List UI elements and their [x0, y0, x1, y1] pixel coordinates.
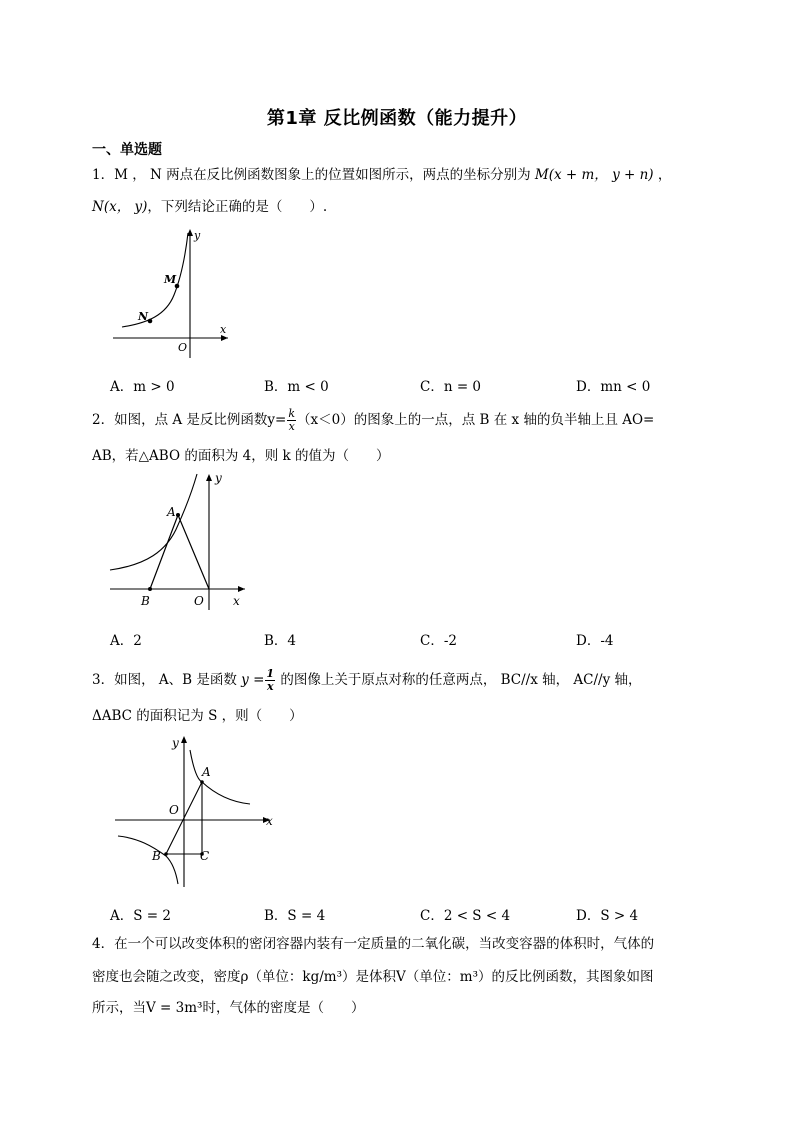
- frac-numerator: 1: [266, 667, 275, 680]
- y-axis-arrow: [181, 736, 187, 743]
- coordinate-m: M(x + m， y + n): [534, 167, 654, 183]
- label-o: O: [169, 803, 179, 817]
- coordinate-n: N(x， y): [92, 199, 148, 215]
- curve: [122, 233, 188, 327]
- point-a: [200, 780, 204, 784]
- curve-branch-3: [118, 836, 178, 884]
- q3-option-a[interactable]: A．S = 2: [110, 908, 171, 924]
- question-4-line-1: [92, 934, 654, 954]
- q1-option-d[interactable]: D．mn < 0: [576, 379, 651, 395]
- label-a: A: [202, 765, 211, 779]
- label-a: A: [167, 505, 176, 519]
- fraction-1-over-x: [265, 668, 275, 693]
- question-number: 1．: [92, 167, 115, 183]
- frac-denominator: x: [288, 420, 295, 433]
- question-3-line-2: ΔABC 的面积记为 S ，则（ ）: [92, 708, 303, 724]
- question-4-line-2: 密度也会随之改变，密度ρ（单位：kg/m³）是体积V（单位：m³）的反比例函数，其图象如图: [92, 969, 654, 985]
- question-number: 3．: [92, 672, 115, 688]
- question-1-line-2: [92, 197, 327, 217]
- figure-q2: [105, 470, 255, 615]
- curve: [110, 474, 197, 570]
- point-a: [176, 513, 180, 517]
- question-4-line-3: 所示，当V = 3m³时，气体的密度是（ ）: [92, 1000, 365, 1016]
- label-o: O: [178, 341, 188, 354]
- q3-option-c[interactable]: C．2 < S < 4: [420, 908, 511, 924]
- question-2-line-1: [92, 408, 654, 433]
- fraction-k-over-x: [287, 408, 296, 433]
- q3-option-b[interactable]: B．S = 4: [264, 908, 326, 924]
- label-b: B: [141, 594, 150, 608]
- label-x: x: [220, 323, 227, 336]
- page-title: 第1章 反比例函数（能力提升）: [266, 108, 528, 129]
- x-axis-arrow: [238, 586, 245, 592]
- label-b: B: [152, 849, 161, 863]
- frac-denominator: x: [266, 680, 274, 693]
- figure-q3: [110, 732, 280, 890]
- curve-branch-1: [190, 750, 250, 804]
- question-text: ，下列结论正确的是（ ）.: [147, 199, 328, 215]
- question-3-line-1: [92, 668, 642, 693]
- label-o: O: [194, 594, 204, 608]
- label-m: M: [164, 273, 177, 286]
- separator: ，: [657, 167, 672, 183]
- q1-option-b[interactable]: B．m < 0: [264, 379, 329, 395]
- label-y: y: [194, 229, 201, 242]
- q1-option-a[interactable]: A．m > 0: [110, 379, 175, 395]
- point-b: [164, 852, 168, 856]
- question-text: 在一个可以改变体积的密闭容器内装有一定质量的二氧化碳，当改变容器的体积时，气体的: [114, 936, 655, 952]
- point-b: [148, 587, 152, 591]
- point-n: [148, 319, 153, 324]
- question-number: 4．: [92, 936, 115, 952]
- question-2-line-2: AB，若△ABO 的面积为 4，则 k 的值为（ ）: [92, 448, 390, 464]
- question-text: M ， N 两点在反比例函数图象上的位置如图所示，两点的坐标分别为: [114, 167, 531, 183]
- q1-option-c[interactable]: C．n = 0: [420, 379, 482, 395]
- q2-option-c[interactable]: C．-2: [420, 633, 457, 649]
- label-x: x: [266, 814, 273, 828]
- q2-option-b[interactable]: B．4: [264, 633, 297, 649]
- q2-option-a[interactable]: A．2: [110, 633, 142, 649]
- question-text: 的图像上关于原点对称的任意两点， BC//x 轴， AC//y 轴，: [280, 672, 642, 688]
- section-heading: 一、单选题: [92, 142, 162, 158]
- question-text: （x＜0）的图象上的一点，点 B 在 x 轴的负半轴上且 AO=: [297, 412, 655, 428]
- question-number: 2．: [92, 412, 115, 428]
- q2-option-d[interactable]: D．-4: [576, 633, 614, 649]
- figure-q1: [108, 225, 238, 360]
- label-x: x: [233, 594, 240, 608]
- label-y: y: [172, 736, 179, 750]
- label-n: N: [138, 310, 149, 323]
- q3-option-d[interactable]: D．S > 4: [576, 908, 639, 924]
- question-text: 如图，点 A 是反比例函数y=: [114, 412, 287, 428]
- label-y: y: [215, 471, 222, 485]
- function-prefix: y =: [241, 672, 265, 688]
- label-c: C: [200, 849, 210, 863]
- question-1-line-1: [92, 165, 671, 185]
- y-axis-arrow: [206, 474, 212, 481]
- frac-numerator: k: [288, 407, 296, 420]
- question-text: 如图， A、B 是函数: [114, 672, 237, 688]
